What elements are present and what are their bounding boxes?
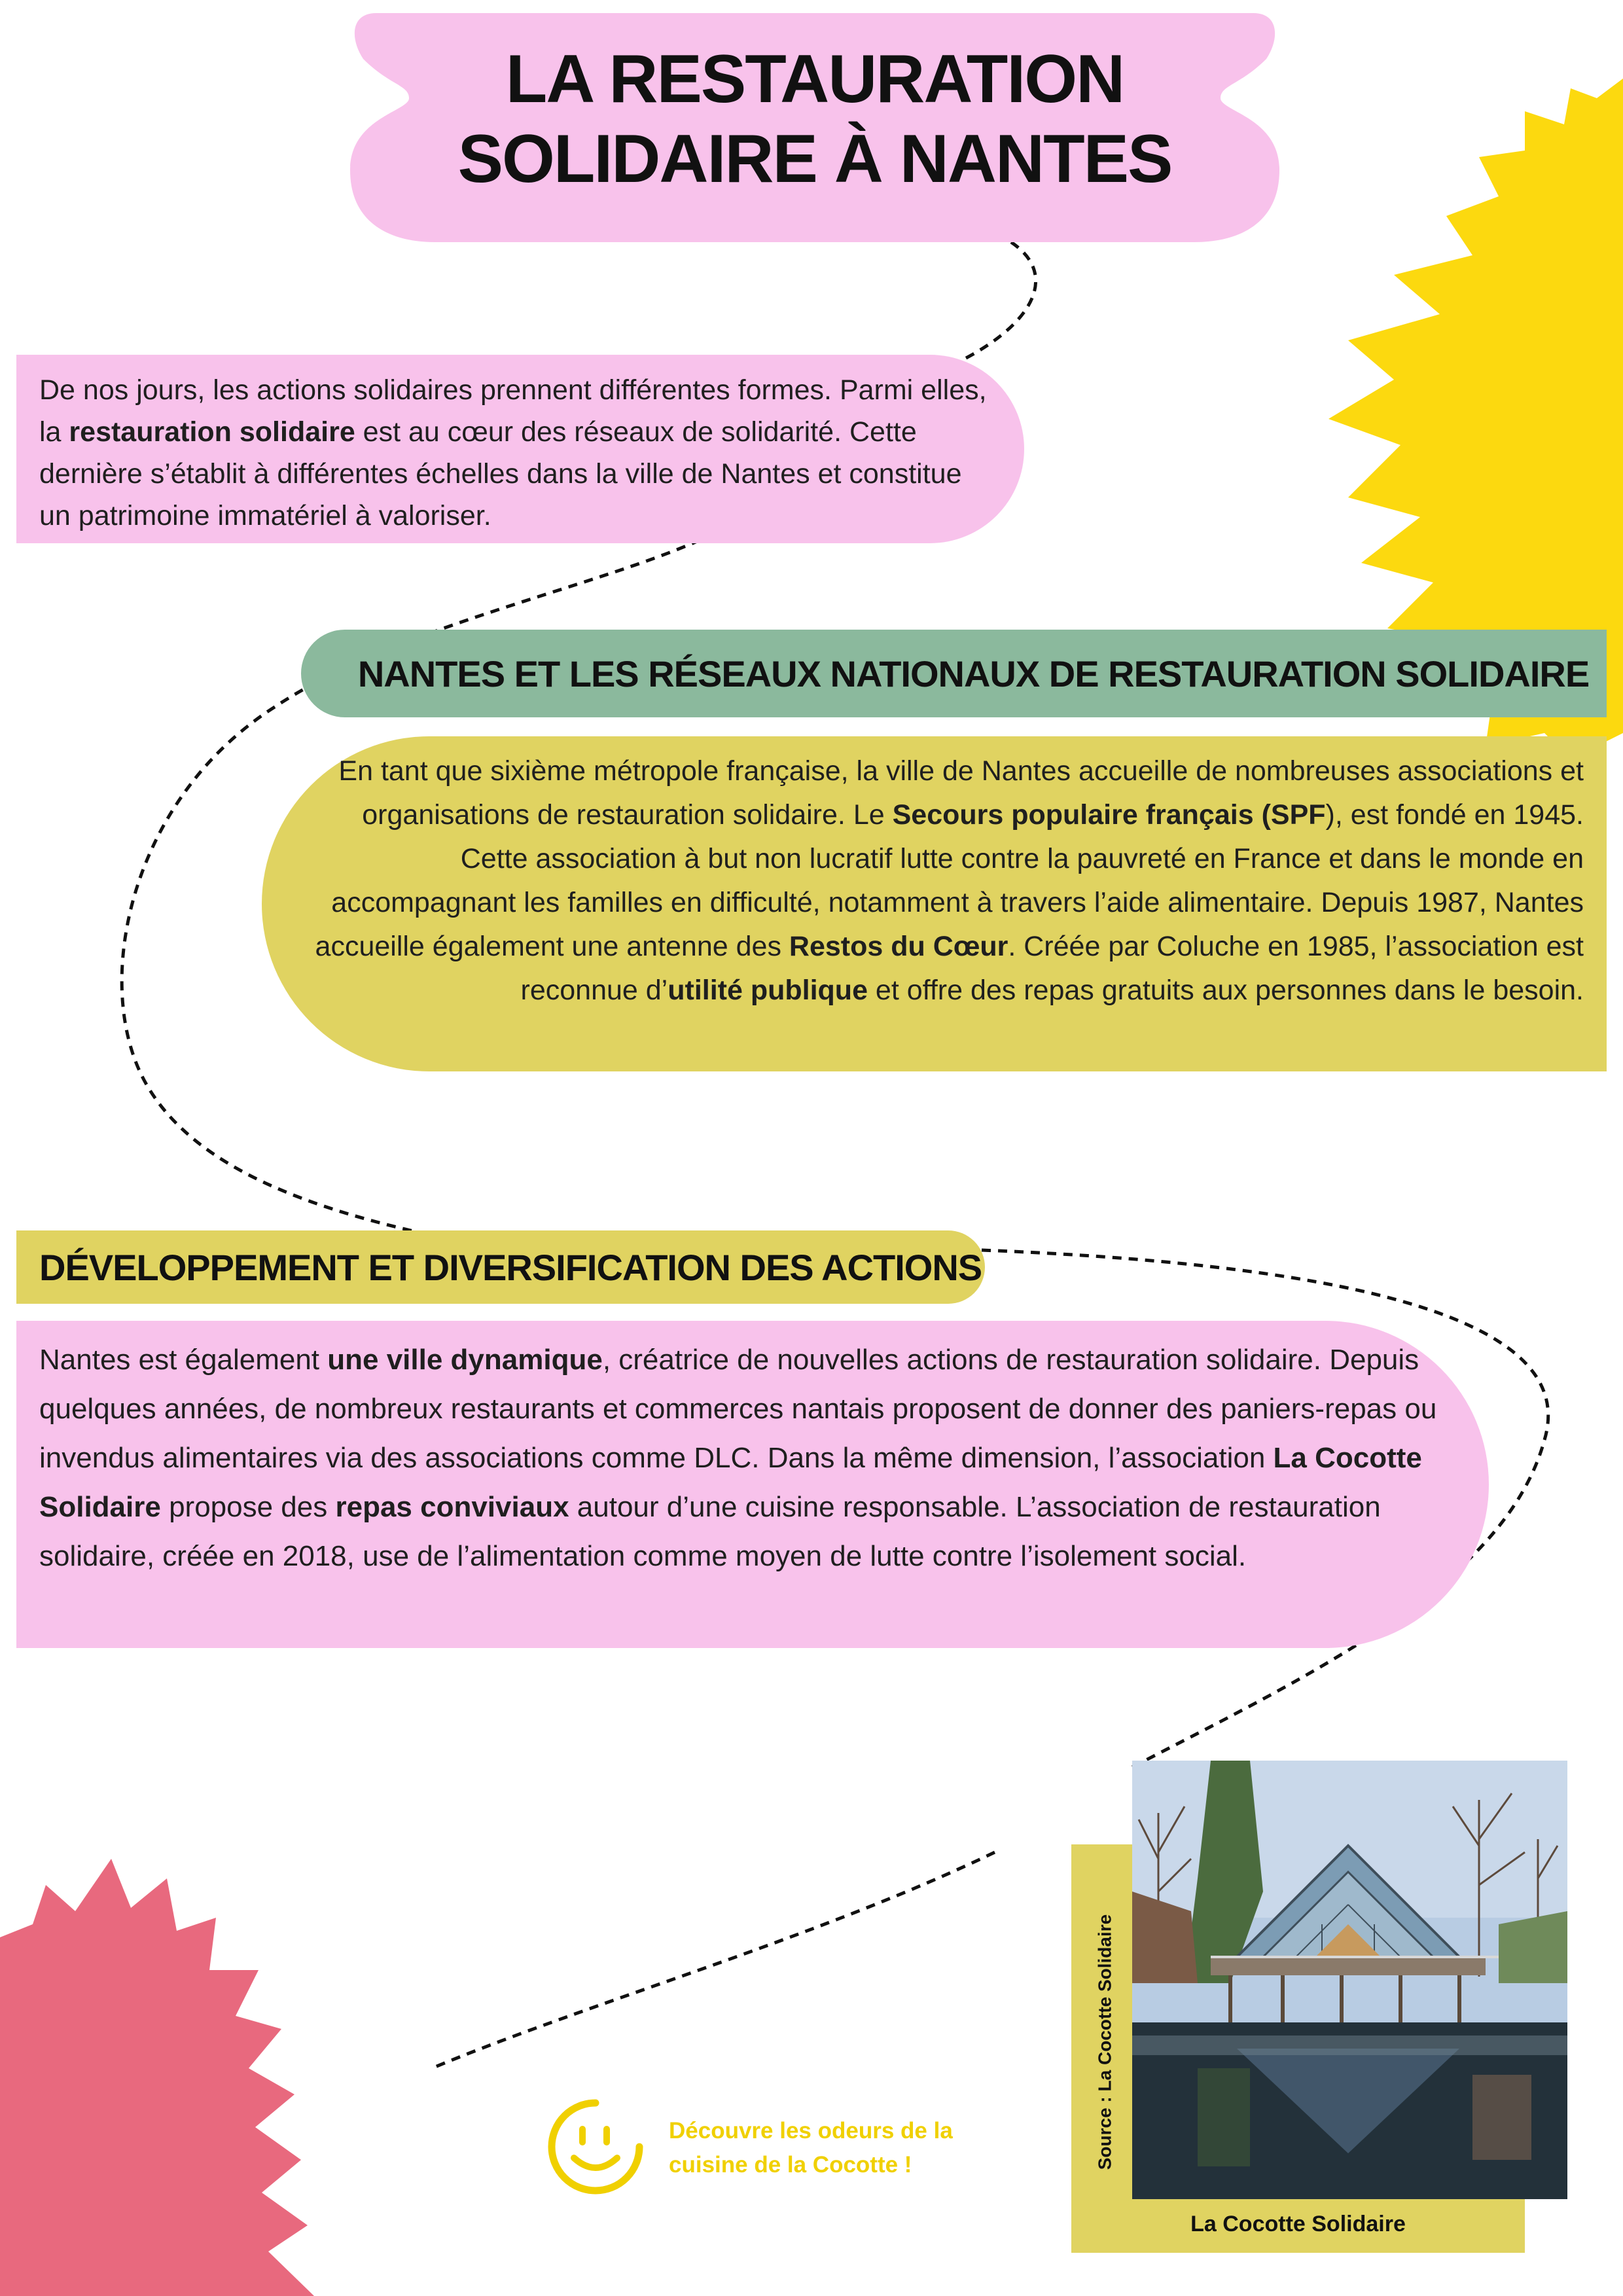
section2-bold-2: La Cocotte Solidaire	[39, 1442, 1422, 1523]
section1-bold-2: Restos du Cœur	[789, 931, 1008, 962]
title-line-1: LA RESTAURATION	[505, 41, 1124, 117]
photo-caption: La Cocotte Solidaire	[1190, 2212, 1406, 2236]
section1-text-1: En tant que sixième métropole française, la ville de Nantes accueille de nombreuses associations et organisations de restauration solidaire. Le	[338, 755, 1584, 831]
intro-text-2: est au cœur des réseaux de solidarité. Cette dernière s’établit à différentes échelles dans la ville de Nantes et constitue un patrimoine immatériel à valoriser.	[39, 416, 962, 531]
cta-text	[669, 2114, 1035, 2182]
section1-paragraph	[262, 736, 1607, 1071]
smiley-icon	[546, 2098, 645, 2196]
section1-bold-1: Secours populaire français (SPF	[892, 799, 1326, 831]
section2-bold-1: une ville dynamique	[327, 1344, 603, 1376]
section2-text-1: Nantes est également	[39, 1344, 328, 1376]
title-banner	[350, 13, 1279, 242]
cta-line-1: Découvre les odeurs de la	[669, 2118, 953, 2144]
page-title	[350, 39, 1279, 199]
section2-paragraph	[16, 1321, 1489, 1648]
section2-heading: DÉVELOPPEMENT ET DIVERSIFICATION DES ACTIONS	[16, 1230, 985, 1304]
intro-text-1: De nos jours, les actions solidaires prennent différentes formes. Parmi elles, la	[39, 374, 987, 448]
section2-text-3: propose des	[160, 1491, 336, 1523]
section1-text-2: ), est fondé en 1945. Cette association à but non lucratif lutte contre la pauvreté en France et dans le monde en accompagnant les familles en difficulté, notamment à travers l’aide alimentaire. Depuis 1987, Nantes accueille également une antenne des	[315, 799, 1584, 962]
section2-bold-3: repas conviviaux	[335, 1491, 569, 1523]
title-line-2: SOLIDAIRE À NANTES	[457, 121, 1172, 197]
intro-bold-1: restauration solidaire	[69, 416, 355, 448]
glasshouse-illustration	[1132, 1761, 1567, 2199]
photo-source-label	[1085, 1898, 1124, 2186]
section2-text-2: , créatrice de nouvelles actions de restauration solidaire. Depuis quelques années, de nombreux restaurants et commerces nantais proposent de donner des paniers-repas ou invendus alimentaires via des associations comme DLC. Dans la même dimension, l’association	[39, 1344, 1437, 1474]
section1-bold-3: utilité publique	[668, 975, 868, 1006]
photo-source-text: Source : La Cocotte Solidaire	[1094, 1914, 1115, 2170]
section1-text-4: et offre des repas gratuits aux personnes dans le besoin.	[867, 975, 1584, 1006]
cocotte-photo	[1132, 1761, 1567, 2199]
section1-heading: NANTES ET LES RÉSEAUX NATIONAUX DE RESTAURATION SOLIDAIRE	[301, 630, 1607, 717]
intro-paragraph	[16, 355, 1024, 543]
section2-text-4: autour d’une cuisine responsable. L’association de restauration solidaire, créée en 2018, use de l’alimentation comme moyen de lutte contre l’isolement social.	[39, 1491, 1381, 1572]
cta-line-2: cuisine de la Cocotte !	[669, 2152, 912, 2178]
section1-text-3: . Créée par Coluche en 1985, l’association est reconnue d’	[520, 931, 1584, 1006]
coral-burst-shape	[0, 1859, 314, 2296]
